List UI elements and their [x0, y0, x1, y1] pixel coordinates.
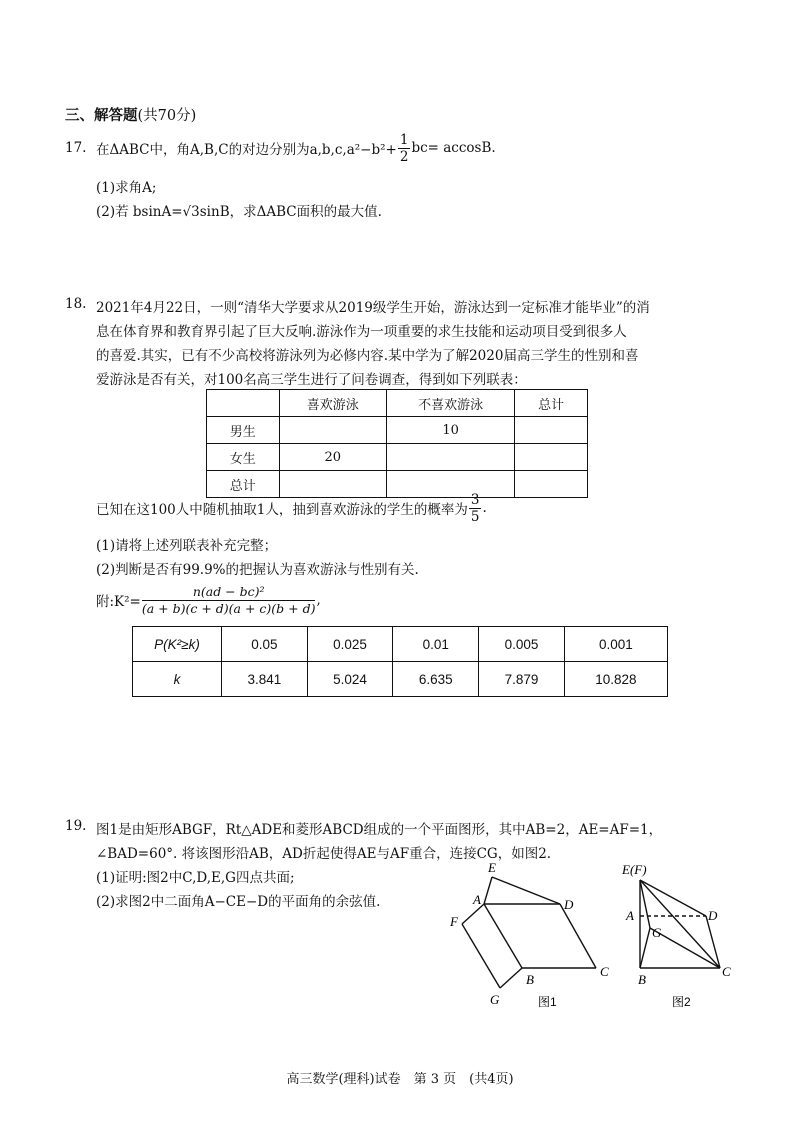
contingency-table	[206, 389, 588, 498]
q18-number: 18.	[65, 296, 87, 312]
table-cell: 5.024	[307, 662, 393, 697]
section-score: (共70分)	[137, 108, 197, 124]
table-cell	[515, 417, 588, 444]
q17-stem-a: 在ΔABC中，角A,B,C的对边分别为a,b,c,a²−b²+	[96, 142, 397, 158]
edge-ED	[492, 877, 560, 904]
table-header-row	[207, 390, 588, 417]
q17-part2: (2)若 bsinA=√3sinB，求ΔABC面积的最大值.	[96, 204, 382, 220]
table-cell: 总计	[515, 390, 588, 417]
q19-part1: (1)证明:图2中C,D,E,G四点共面;	[96, 870, 295, 886]
label-C: C	[722, 964, 731, 979]
table-cell: 0.05	[222, 627, 308, 662]
label-D: D	[708, 908, 718, 923]
edge-GB	[640, 928, 650, 968]
edge-AB	[484, 904, 522, 968]
table-row	[207, 444, 588, 471]
q18-frac-den: 5	[470, 508, 480, 525]
q18-line4: 爱游泳是否有关，对100名高三学生进行了问卷调查，得到如下列联表：	[96, 372, 527, 388]
table-row	[133, 627, 668, 662]
section-title: 三、解答题	[65, 108, 138, 124]
table-cell	[279, 417, 386, 444]
table-cell	[386, 444, 514, 471]
table-cell: 7.879	[479, 662, 565, 697]
q18-part2: (2)判断是否有99.9%的把握认为喜欢游泳与性别有关.	[96, 562, 419, 578]
figure-1-caption: 图1	[538, 995, 557, 1009]
q18-part1: (1)请将上述列联表补充完整；	[96, 538, 278, 554]
table-cell: 10	[386, 417, 514, 444]
edge-EG	[640, 880, 650, 928]
q17-stem	[96, 128, 496, 168]
figure-2-caption: 图2	[672, 995, 691, 1009]
formula-fraction	[142, 584, 316, 617]
q18-frac-num: 3	[470, 491, 480, 508]
q19-line2: ∠BAD=60°. 将该图形沿AB，AD折起使得AE与AF重合，连接CG，如图2.	[96, 846, 552, 862]
table-cell: k	[133, 662, 222, 697]
edge-ED	[640, 880, 706, 916]
q18-line3: 的喜爱.其实，已有不少高校将游泳列为必修内容.某中学为了解2020届高三学生的性别和喜	[96, 348, 639, 364]
q18-formula	[96, 580, 321, 620]
label-E: E	[488, 860, 496, 875]
label-B: B	[638, 972, 646, 987]
q18-given-a: 已知在这100人中随机抽取1人，抽到喜欢游泳的学生的概率为	[96, 502, 468, 518]
label-B: B	[526, 972, 534, 987]
critical-value-table	[132, 626, 668, 697]
label-D: D	[564, 897, 574, 912]
table-cell: 0.025	[307, 627, 393, 662]
table-cell: 10.828	[564, 662, 667, 697]
label-A: A	[473, 892, 481, 907]
q18-line2: 息在体育界和教育界引起了巨大反响.游泳作为一项重要的求生技能和运动项目受到很多人	[96, 324, 627, 340]
table-cell: 6.635	[393, 662, 479, 697]
q17-frac-den: 2	[399, 148, 409, 165]
q18-line1: 2021年4月22日，一则“清华大学要求从2019级学生开始，游泳达到一定标准才能毕业”的消	[96, 300, 650, 316]
label-G: G	[490, 992, 500, 1007]
figure-1	[440, 858, 620, 1038]
edge-AE	[484, 877, 492, 904]
edge-FG	[462, 924, 500, 988]
q18-given-b: .	[482, 500, 487, 516]
label-G: G	[652, 925, 662, 940]
formula-den: (a + b)(c + d)(a + c)(b + d)	[141, 600, 316, 616]
table-cell: 男生	[207, 417, 280, 444]
table-cell: 不喜欢游泳	[386, 390, 514, 417]
formula-num: n(ad − bc)²	[142, 584, 316, 601]
q19-part2: (2)求图2中二面角A−CE−D的平面角的余弦值.	[96, 894, 381, 910]
q18-given	[96, 488, 487, 528]
q17-number: 17.	[65, 140, 87, 156]
table-cell: P(K²≥k)	[133, 627, 222, 662]
table-cell: 20	[279, 444, 386, 471]
page-footer: 高三数学(理科)试卷 第 3 页 (共4页)	[286, 1072, 514, 1087]
table-cell	[515, 444, 588, 471]
figure-2	[612, 858, 752, 1038]
formula-suffix: ,	[316, 592, 321, 608]
q17-stem-b: bc= accosB.	[411, 140, 496, 156]
section-header	[65, 104, 196, 125]
table-row	[207, 417, 588, 444]
edge-AF	[462, 904, 484, 924]
q19-number: 19.	[65, 818, 87, 834]
q17-part1: (1)求角A;	[96, 180, 157, 196]
label-A: A	[626, 908, 634, 923]
table-row	[133, 662, 668, 697]
table-cell: 喜欢游泳	[279, 390, 386, 417]
q17-frac-num: 1	[399, 131, 409, 148]
table-cell: 0.005	[479, 627, 565, 662]
q17-fraction	[398, 132, 411, 165]
q19-line1: 图1是由矩形ABGF，Rt△ADE和菱形ABCD组成的一个平面图形，其中AB=2，AE=AF=1，	[96, 822, 663, 838]
formula-prefix: 附:K²=	[96, 594, 141, 610]
label-F: F	[450, 914, 458, 929]
table-cell	[207, 390, 280, 417]
table-cell: 总计	[207, 471, 280, 498]
table-cell: 3.841	[222, 662, 308, 697]
edge-DC	[560, 904, 596, 968]
table-cell: 女生	[207, 444, 280, 471]
label-EF: E(F)	[622, 862, 647, 877]
table-cell	[515, 471, 588, 498]
q18-fraction	[469, 492, 482, 525]
table-cell: 0.01	[393, 627, 479, 662]
table-cell: 0.001	[564, 627, 667, 662]
label-C: C	[600, 964, 609, 979]
edge-GB	[500, 968, 522, 988]
